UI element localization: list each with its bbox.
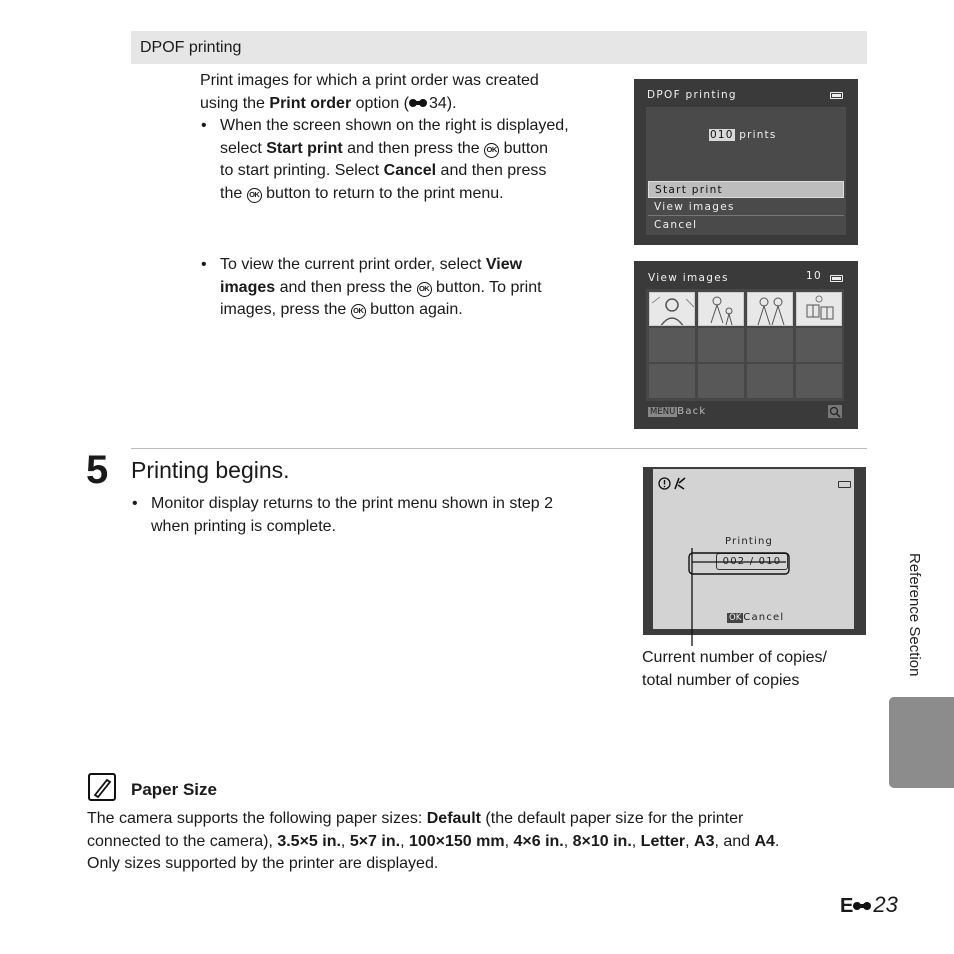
couple-icon xyxy=(748,293,793,326)
ok-button-icon: OK xyxy=(484,143,499,158)
printing-progress: 002 / 010 xyxy=(716,553,788,570)
battery-icon xyxy=(838,481,851,488)
bullet-dot: • xyxy=(132,495,138,512)
menu-key-icon: MENU xyxy=(650,407,676,417)
printing-status: Printing xyxy=(725,536,774,547)
camera-screen-dpof xyxy=(634,79,858,245)
menu-view-images[interactable]: View images xyxy=(648,199,844,216)
bullet-view-images: • To view the current print order, select View images and then press the OK button. To print images, press the OK button again. xyxy=(201,256,542,318)
prints-count: 010 prints xyxy=(710,129,777,141)
thumbnail-empty xyxy=(796,364,842,398)
ok-key-icon: OK xyxy=(729,613,742,623)
camera-screen-view-images xyxy=(634,261,858,429)
thumbnail-image[interactable] xyxy=(796,292,842,326)
menu-start-print[interactable]: Start print xyxy=(648,181,844,198)
gift-icon xyxy=(797,293,842,326)
intro-line-2: using the Print order option ( 34). xyxy=(200,94,457,112)
bullet-dot: • xyxy=(201,117,207,134)
reference-icon xyxy=(853,901,873,911)
thumbnail-empty xyxy=(747,364,793,398)
menu-cancel[interactable]: Cancel xyxy=(654,219,698,231)
back-control[interactable]: MENU Back xyxy=(650,406,707,417)
thumbnail-empty xyxy=(796,328,842,362)
pencil-icon xyxy=(90,775,114,799)
step-title: Printing begins. xyxy=(131,457,290,483)
step-bullet: • Monitor display returns to the print menu shown in step 2 when printing is complete. xyxy=(132,495,553,535)
note-body: The camera supports the following paper sizes: Default (the default paper size for the printer connected to the camera), 3.5×5 in., 5×7 in., 100×150 mm, 4×6 in., 8×10 in., Letter, A3, and A4. Only sizes supported by the printer are displayed. xyxy=(87,810,780,872)
thumbnail-image[interactable] xyxy=(747,292,793,326)
reference-icon xyxy=(409,98,429,108)
thumbnail-empty xyxy=(698,328,744,362)
battery-icon xyxy=(830,275,843,282)
ok-button-icon: OK xyxy=(351,304,366,319)
intro-paragraph xyxy=(200,70,620,115)
side-section-label: Reference Section xyxy=(906,553,923,677)
section-header-title: DPOF printing xyxy=(140,39,242,56)
family-icon xyxy=(699,293,744,326)
portrait-icon xyxy=(650,293,695,326)
thumbnail-empty xyxy=(698,364,744,398)
thumbnail-image[interactable] xyxy=(649,292,695,326)
section-prefix: E xyxy=(840,895,854,917)
zoom-icon[interactable] xyxy=(828,405,842,418)
note-title: Paper Size xyxy=(131,780,217,799)
side-tab xyxy=(889,697,954,788)
bullet-dot: • xyxy=(201,256,207,273)
page-number: E 23 xyxy=(840,892,898,917)
step-number: 5 xyxy=(86,448,109,492)
battery-icon xyxy=(830,92,843,99)
section-divider xyxy=(131,448,867,449)
thumbnail-empty xyxy=(747,328,793,362)
callout-label: Current number of copies/ total number of copies xyxy=(642,649,827,689)
screen-title: DPOF printing xyxy=(647,89,737,101)
thumbnail-empty xyxy=(649,364,695,398)
image-count: 10 xyxy=(806,270,822,282)
cancel-control[interactable]: OK Cancel xyxy=(729,612,785,623)
prints-count-value: 010 xyxy=(710,129,734,141)
thumbnail-image[interactable] xyxy=(698,292,744,326)
screen-title: View images xyxy=(648,272,729,284)
thumbnail-empty xyxy=(649,328,695,362)
ok-button-icon: OK xyxy=(417,282,432,297)
callout-bracket xyxy=(680,548,790,648)
ok-button-icon: OK xyxy=(247,188,262,203)
bullet-start-print: • When the screen shown on the right is displayed, select Start print and then press the OK button to start printing. Select Cancel and then press the OK button to return to the print menu. xyxy=(201,117,569,202)
note-icon xyxy=(88,773,116,801)
pictbridge-icon xyxy=(658,476,690,491)
section-header-bar xyxy=(131,31,867,64)
intro-line-1: Print images for which a print order was created xyxy=(200,72,539,89)
